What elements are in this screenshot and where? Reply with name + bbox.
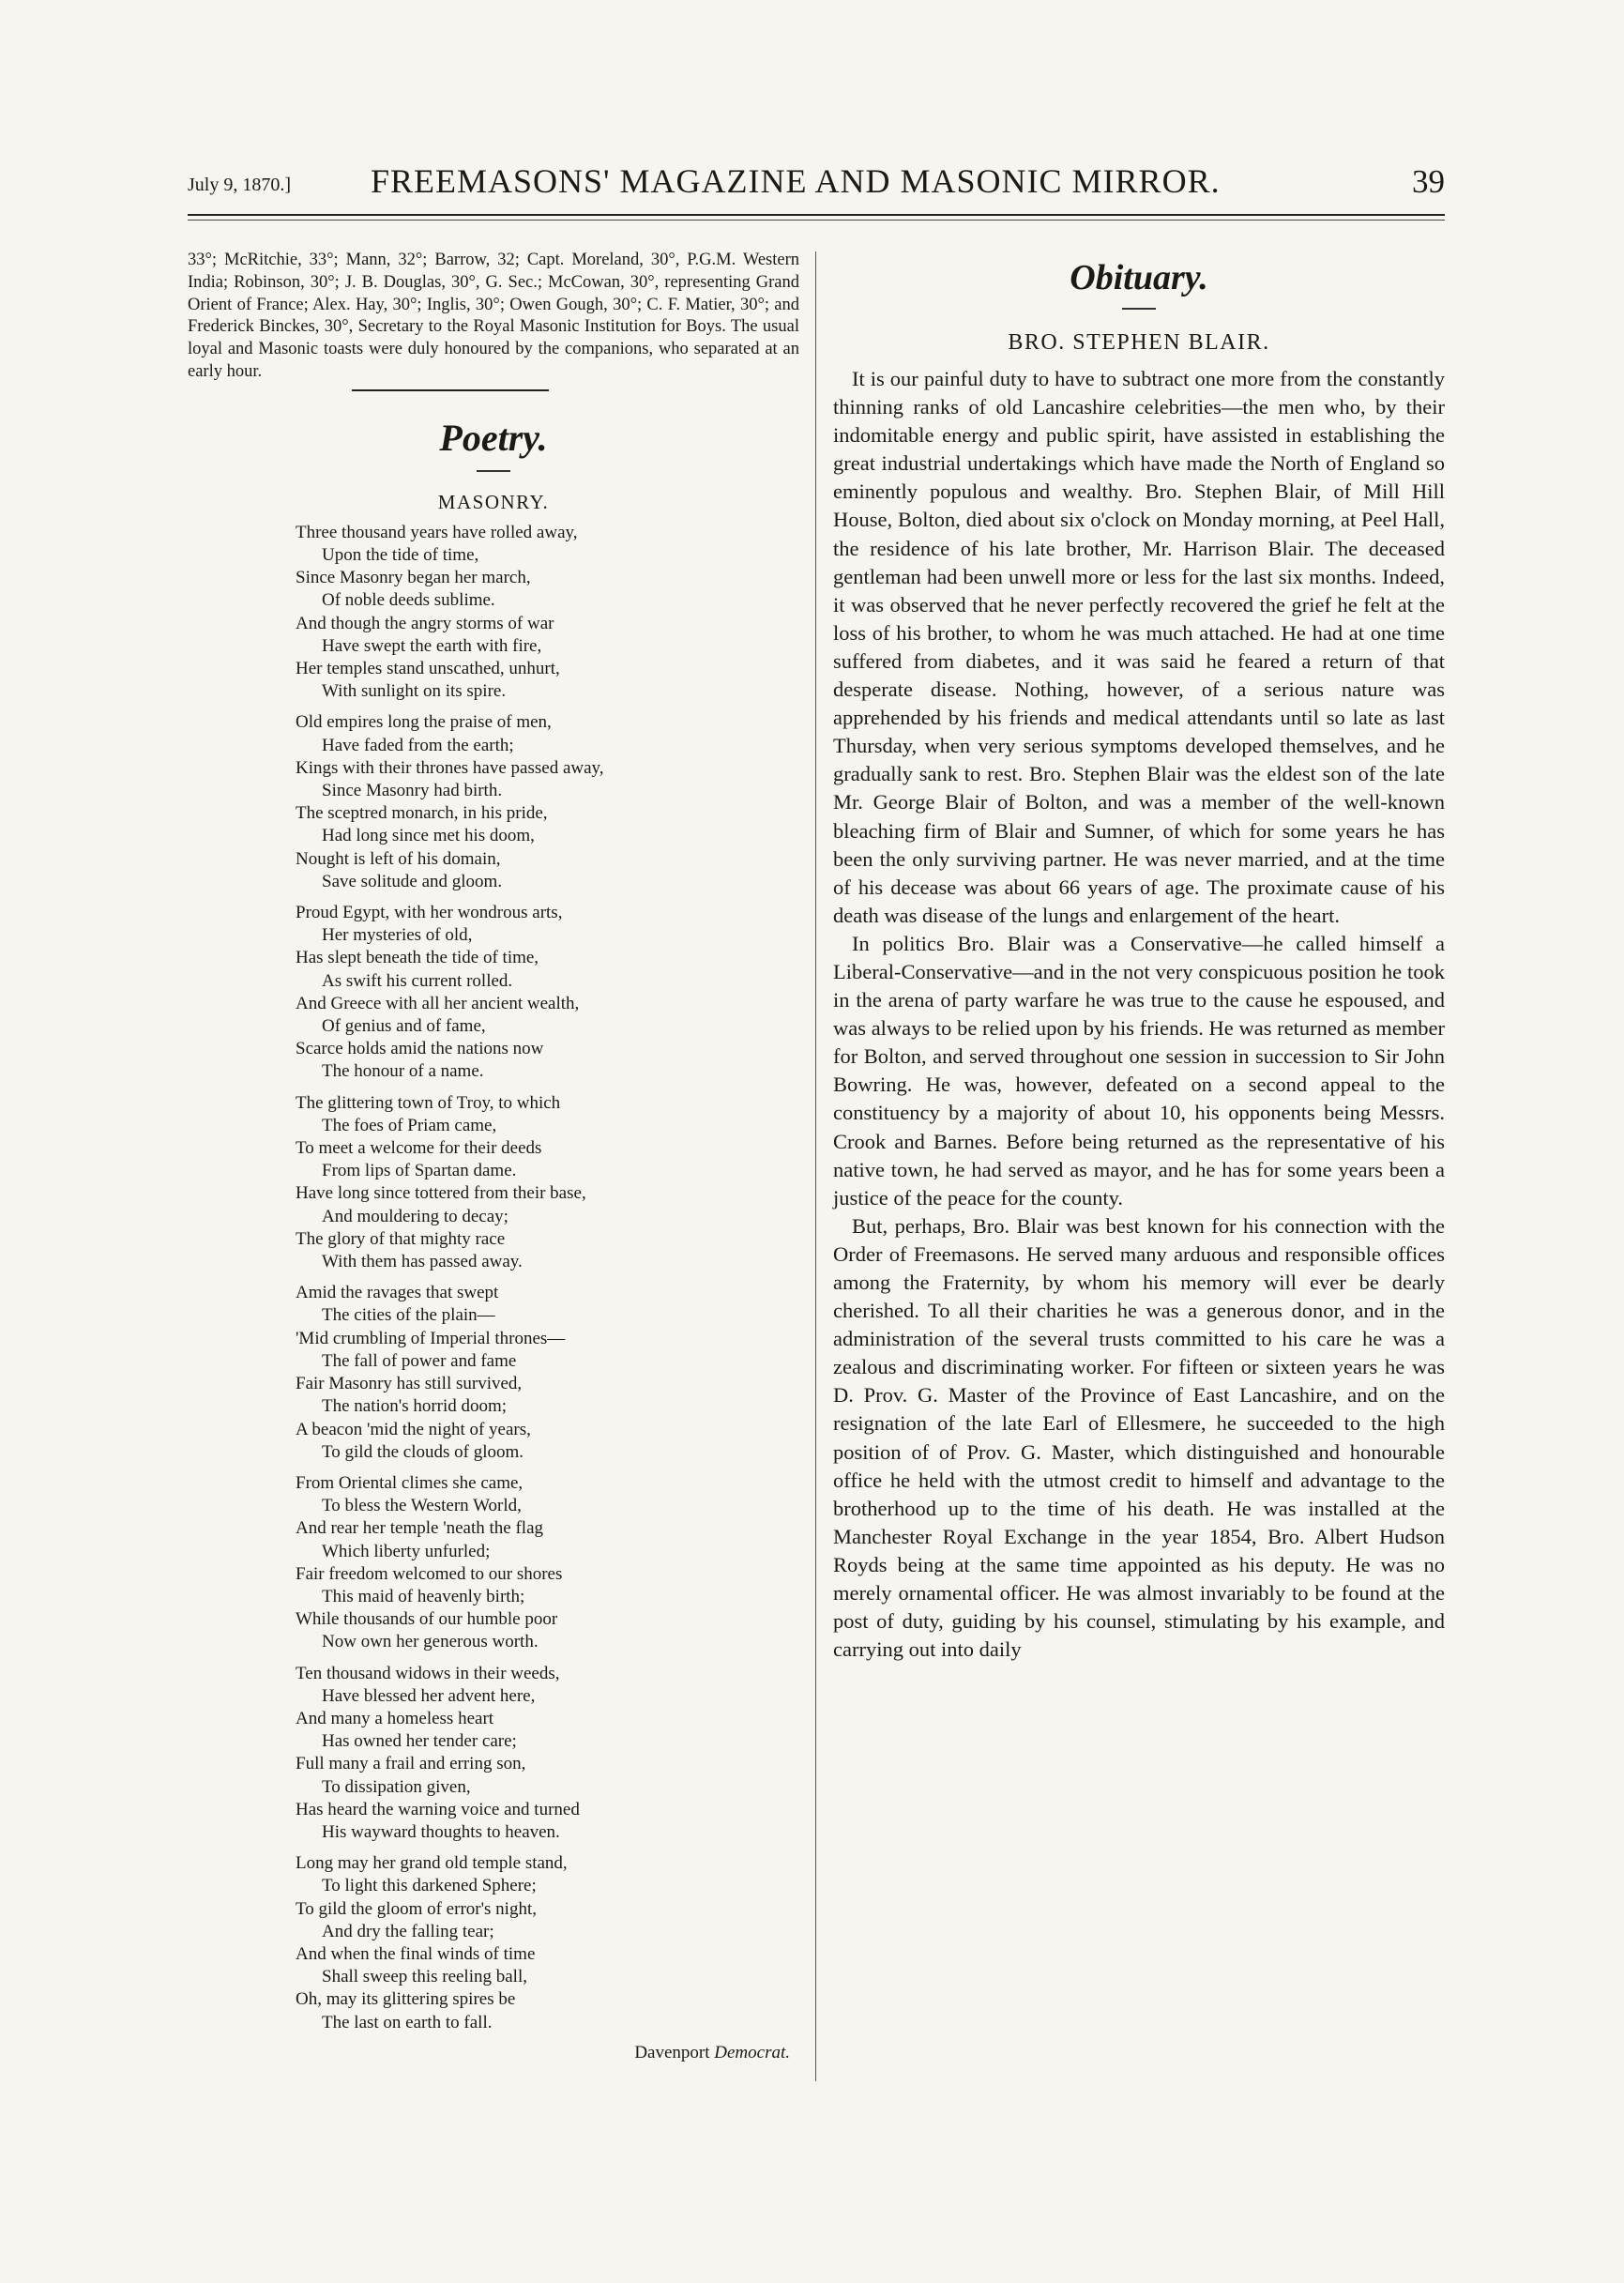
header-rule <box>188 214 1445 216</box>
magazine-title: FREEMASONS' MAGAZINE AND MASONIC MIRROR. <box>371 162 1221 200</box>
poem-line: The nation's horrid doom; <box>322 1396 508 1417</box>
poem-line: Upon the tide of time, <box>322 544 479 565</box>
poem-line: Had long since met his doom, <box>322 826 535 846</box>
poem-title: MASONRY. <box>437 490 550 513</box>
poem-line: And rear her temple 'neath the flag <box>296 1518 544 1539</box>
poem-line: Has slept beneath the tide of time, <box>296 948 539 968</box>
poem-line: From lips of Spartan dame. <box>322 1161 517 1181</box>
poem-line: Old empires long the praise of men, <box>296 712 552 733</box>
poem-line: And Greece with all her ancient wealth, <box>296 993 580 1013</box>
poem-line: Ten thousand widows in their weeds, <box>296 1663 560 1683</box>
poem-line: This maid of heavenly birth; <box>322 1586 525 1606</box>
obituary-paragraph: In politics Bro. Blair was a Conservative—he called himself a Liberal-Conservative—and in the not very conspicuous position he took in the arena of party warfare he was true to the cause he espoused, and was always to be relied upon by his friends. He was returned as member for Bolton, and served throughout one session in succession to Sir John Bowring. He was, however, defeated on a second appeal to the constituency by a majority of about 10, his opponents being Messrs. Crook and Barnes. Before being returned as the representative of his native town, he had served as mayor, and he has for some years been a justice of the peace for the county. <box>833 931 1445 1210</box>
poem-line: Have blessed her advent here, <box>322 1685 536 1706</box>
poem-line: Kings with their thrones have passed away, <box>296 757 604 778</box>
poem-line: The fall of power and fame <box>322 1350 517 1371</box>
poem-line: Shall sweep this reeling ball, <box>322 1967 527 1987</box>
poem-line: Oh, may its glittering spires be <box>296 1989 516 2010</box>
poem-stanza <box>296 902 799 1084</box>
poem-line: With them has passed away. <box>322 1252 523 1272</box>
obituary-heading: Obituary. <box>1070 258 1208 297</box>
poem-line: Nought is left of his domain, <box>296 848 501 869</box>
poem-line: Amid the ravages that swept <box>296 1283 499 1303</box>
poem-line: And when the final winds of time <box>296 1943 536 1964</box>
poem-line: The glittering town of Troy, to which <box>296 1092 561 1113</box>
left-column <box>188 250 799 2063</box>
poem-stanza <box>296 1852 799 2034</box>
poem-line: To gild the clouds of gloom. <box>322 1441 524 1462</box>
poem-line: The sceptred monarch, in his pride, <box>296 803 548 824</box>
poem-line: Fair Masonry has still survived, <box>296 1374 523 1394</box>
obituary-paragraph: But, perhaps, Bro. Blair was best known for his connection with the Order of Freemasons. He served many arduous and responsible offices among the Fraternity, by whom his memory will ever be dearly cherished. To all their charities he was a generous donor, and in the administration of the several trusts committed to his care he was a zealous and discriminating worker. For fifteen or sixteen years he was D. Prov. G. Master of the Province of East Lancashire, and on the resignation of the late Earl of Ellesmere, he succeeded to the high position of of Prov. G. Master, which distinguished and honourable office he held with the utmost credit to himself and advantage to the brotherhood up to the time of his death. He was installed at the Manchester Royal Exchange in the year 1854, Bro. Albert Hudson Royds being at the same time appointed as his deputy. He was no merely ornamental officer. He was almost invariably to be found at the post of duty, guiding by his counsel, stimulating by his example, and carrying out into daily <box>833 1213 1445 1662</box>
obituary-paragraph: It is our painful duty to have to subtract one more from the constantly thinning ranks of old Lancashire celebrities—the men who, by their indomitable energy and public spirit, have assisted in establishing the great industrial undertakings which have made the North of England so eminently populous and wealthy. Bro. Stephen Blair, of Mill Hill House, Bolton, died about six o'clock on Monday morning, at Peel Hall, the residence of his late brother, Mr. Harrison Blair. The deceased gentleman had been unwell more or less for the last six months. Indeed, it was observed that he never perfectly recovered the grief he felt at the loss of his brother, to whom he was much attached. He had at one time suffered from diabetes, and it was said he feared a return of that desperate disease. Nothing, however, of a serious nature was apprehended by his friends and medical attendants until so late as last Thursday, when very serious symptoms developed themselves, and he gradually sank to rest. Bro. Stephen Blair was the eldest son of the late Mr. George Blair of Bolton, and was a member of the well-known bleaching firm of Blair and Sumner, of which for some years he has been the only surviving partner. He was never married, and at the time of his decease was about 66 years of age. The proximate cause of his death was disease of the lungs and enlargement of the heart. <box>833 367 1445 927</box>
poem-line: While thousands of our humble poor <box>296 1609 558 1630</box>
poem-line: Has owned her tender care; <box>322 1731 517 1752</box>
poem-line: Has heard the warning voice and turned <box>296 1799 580 1819</box>
poem-line: Since Masonry began her march, <box>296 568 531 588</box>
poem-line: Three thousand years have rolled away, <box>296 522 578 542</box>
poem-line: Have long since tottered from their base, <box>296 1183 586 1204</box>
poem-line: His wayward thoughts to heaven. <box>322 1821 560 1842</box>
poem-line: To light this darkened Sphere; <box>322 1876 537 1896</box>
poem-line: The glory of that mighty race <box>296 1228 506 1249</box>
right-column <box>833 250 1445 1664</box>
attribution-place: Davenport <box>634 2042 710 2062</box>
poem-line: To meet a welcome for their deeds <box>296 1138 542 1159</box>
page-number: 39 <box>1412 163 1445 200</box>
poem-line: The cities of the plain— <box>322 1305 495 1326</box>
heading-rule <box>477 470 510 472</box>
poem-line: A beacon 'mid the night of years, <box>296 1419 531 1439</box>
poem-line: Now own her generous worth. <box>322 1632 539 1652</box>
section-rule <box>352 389 549 391</box>
poem-line: And though the angry storms of war <box>296 613 554 633</box>
poem-line: The last on earth to fall. <box>322 2012 493 2032</box>
poem-line: And many a homeless heart <box>296 1708 494 1728</box>
poem-line: Scarce holds amid the nations now <box>296 1039 544 1059</box>
poem-line: 'Mid crumbling of Imperial thrones— <box>296 1328 566 1348</box>
poem-line: Have faded from the earth; <box>322 735 514 755</box>
poem-line: Fair freedom welcomed to our shores <box>296 1563 563 1584</box>
poetry-heading: Poetry. <box>439 416 548 459</box>
poem-line: Which liberty unfurled; <box>322 1541 491 1561</box>
poem-line: Of noble deeds sublime. <box>322 590 495 611</box>
poem-stanza <box>296 522 799 704</box>
poem-line: The honour of a name. <box>322 1061 484 1082</box>
poem-line: From Oriental climes she came, <box>296 1472 524 1493</box>
poem-line: Her mysteries of old, <box>322 925 473 946</box>
poem-line: Full many a frail and erring son, <box>296 1754 526 1774</box>
poem-line: Her temples stand unscathed, unhurt, <box>296 659 560 678</box>
obituary-body <box>833 365 1445 1664</box>
page-header <box>188 161 1445 203</box>
lead-paragraph: 33°; McRitchie, 33°; Mann, 32°; Barrow, 32; Capt. Moreland, 30°, P.G.M. Western India; Robinson, 30°; J. B. Douglas, 30°, G. Sec.; McCowan, 30°, representing Grand Orient of France; Alex. Hay, 30°; Inglis, 30°; Owen Gough, 30°; C. F. Matier, 30°; and Frederick Binckes, 30°, Secretary to the Royal Masonic Institution for Boys. The usual loyal and Masonic toasts were duly honoured by the companions, who separated at an early hour. <box>188 251 799 381</box>
issue-date: July 9, 1870.] <box>188 175 291 195</box>
heading-rule <box>1122 308 1156 310</box>
poem-line: With sunlight on its spire. <box>322 681 507 702</box>
poem-line: Since Masonry had birth. <box>322 781 503 801</box>
poem-line: To bless the Western World, <box>322 1496 522 1516</box>
poem-line: As swift his current rolled. <box>322 970 513 991</box>
poem-stanza <box>296 1663 799 1845</box>
poem-line: To gild the gloom of error's night, <box>296 1898 537 1919</box>
attribution-paper: Democrat. <box>714 2042 790 2062</box>
poem-line: The foes of Priam came, <box>322 1115 497 1135</box>
poem-line: Have swept the earth with fire, <box>322 635 542 656</box>
poem-stanza <box>296 711 799 893</box>
poem-line: To dissipation given, <box>322 1776 471 1797</box>
obituary-title: BRO. STEPHEN BLAIR. <box>1008 330 1270 355</box>
poem-line: And dry the falling tear; <box>322 1921 494 1941</box>
poem-stanza <box>296 1092 799 1274</box>
column-divider <box>815 251 816 2081</box>
poem-line: Long may her grand old temple stand, <box>296 1853 568 1874</box>
header-rule-thin <box>188 220 1445 221</box>
poem-line: Proud Egypt, with her wondrous arts, <box>296 903 563 923</box>
poem-stanza <box>296 1282 799 1464</box>
poem-attribution <box>188 2043 790 2063</box>
poem <box>296 522 799 2034</box>
poem-line: Of genius and of fame, <box>322 1016 486 1037</box>
poem-line: And mouldering to decay; <box>322 1206 508 1226</box>
poem-stanza <box>296 1472 799 1654</box>
poem-line: Save solitude and gloom. <box>322 871 503 891</box>
